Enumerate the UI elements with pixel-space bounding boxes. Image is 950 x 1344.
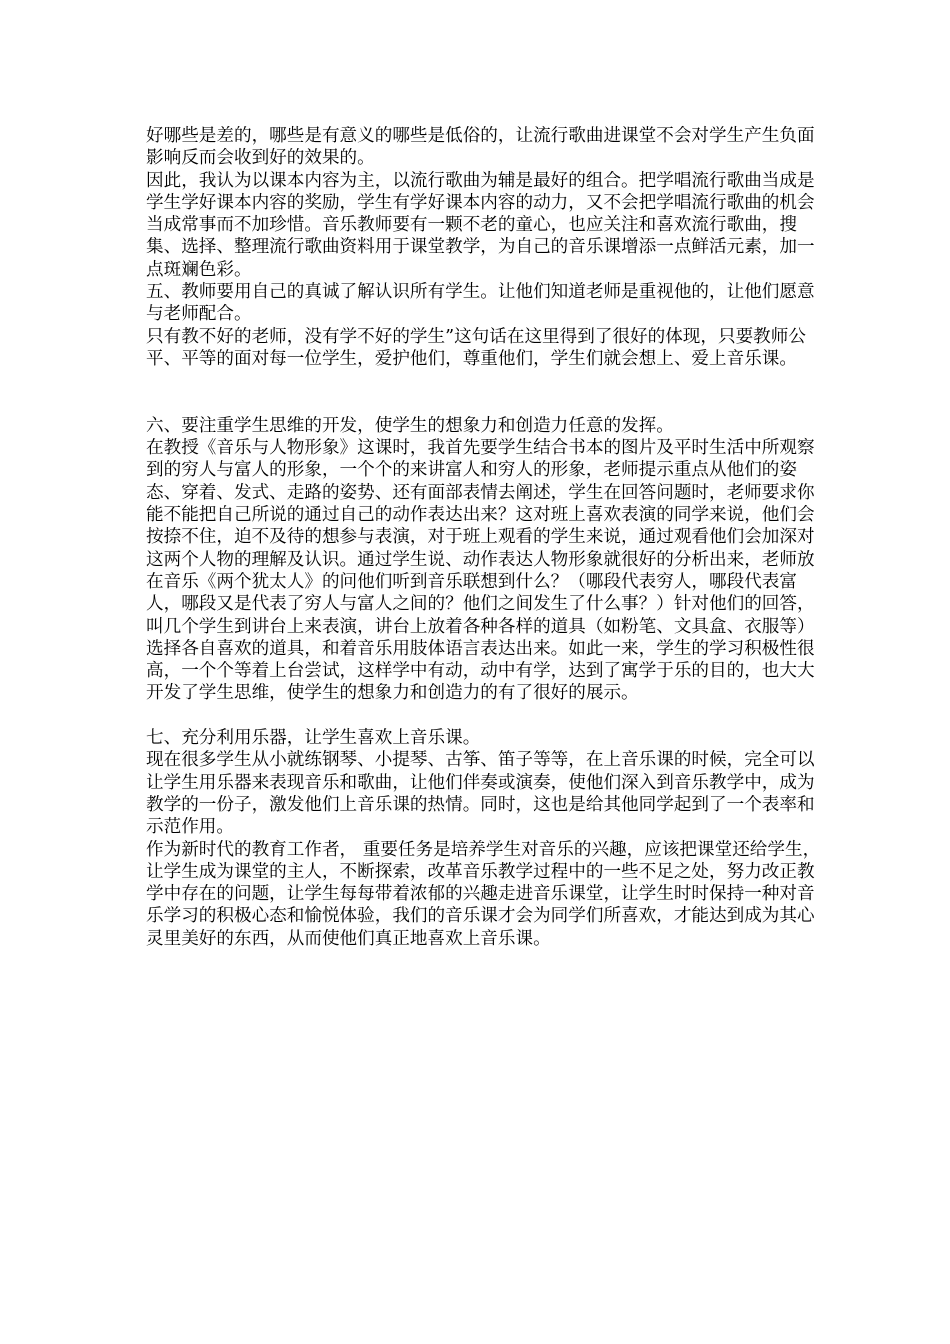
- blank-space: [146, 705, 826, 727]
- paragraph-conclusion: 作为新时代的教育工作者， 重要任务是培养学生对音乐的兴趣，应该把课堂还给学生，让学生成为课堂的主人，不断探索，改革音乐教学过程中的一些不足之处，努力改正教学中存在的问题，让学生每每带着浓郁的兴趣走进音乐课堂，让学生时时保持一种对音乐学习的积极心态和愉悦体验，我们的音乐课才会为同学们所喜欢，才能达到成为其心灵里美好的东西，从而使他们真正地喜欢上音乐课。: [146, 839, 821, 949]
- section-heading-6: 六、要注重学生思维的开发，使学生的想象力和创造力任意的发挥。: [146, 415, 674, 436]
- section-heading-5: 五、教师要用自己的真诚了解认识所有学生。让他们知道老师是重视他的，让他们愿意与老师配合。: [146, 282, 815, 325]
- paragraph-fair-teachers: 只有教不好的老师，没有学不好的学生”这句话在这里得到了很好的体现，只要教师公平、平等的面对每一位学生，爱护他们，尊重他们，学生们就会想上、爱上音乐课。: [146, 326, 806, 369]
- paragraph-textbook-main: 因此，我认为以课本内容为主，以流行歌曲为辅是最好的组合。把学唱流行歌曲当成是学生学好课本内容的奖励，学生有学好课本内容的动力，又不会把学唱流行歌曲的机会当成常事而不加珍惜。音乐教师要有一颗不老的童心，也应关注和喜欢流行歌曲，搜集、选择、整理流行歌曲资料用于课堂教学，为自己的音乐课增添一点鲜活元素，加一点斑斓色彩。: [146, 170, 815, 280]
- document-page: [146, 125, 826, 950]
- paragraph-music-and-characters: 在教授《音乐与人物形象》这课时，我首先要学生结合书本的图片及平时生活中所观察到的穷人与富人的形象，一个个的来讲富人和穷人的形象，老师提示重点从他们的姿态、穿着、发式、走路的姿势、还有面部表情去阐述，学生在回答问题时，老师要求你能不能把自己所说的通过自己的动作表达出来？这对班上喜欢表演的同学来说，他们会按捺不住，迫不及待的想参与表演，对于班上观看的学生来说，通过观看他们会加深对这两个人物的理解及认识。通过学生说、动作表达人物形象就很好的分析出来，老师放在音乐《两个犹太人》的问他们听到音乐联想到什么？（哪段代表穷人，哪段代表富人，哪段又是代表了穷人与富人之间的？他们之间发生了什么事？）针对他们的回答，叫几个学生到讲台上来表演，讲台上放着各种各样的道具（如粉笔、文具盒、衣服等）选择各自喜欢的道具，和着音乐用肢体语言表达出来。如此一来，学生的学习积极性很高，一个个等着上台尝试，这样学中有动，动中有学，达到了寓学于乐的目的，也大大开发了学生思维，使学生的想象力和创造力的有了很好的展示。: [146, 438, 815, 704]
- paragraph-instruments: 现在很多学生从小就练钢琴、小提琴、古筝、笛子等等，在上音乐课的时候，完全可以让学生用乐器来表现音乐和歌曲，让他们伴奏或演奏，使他们深入到音乐教学中，成为教学的一份子，激发他们上音乐课的热情。同时，这也是给其他同学起到了一个表率和示范作用。: [146, 750, 815, 838]
- blank-space: [146, 370, 826, 415]
- paragraph-popular-songs-effect: 好哪些是差的，哪些是有意义的哪些是低俗的，让流行歌曲进课堂不会对学生产生负面影响反而会收到好的效果的。: [146, 126, 815, 169]
- section-heading-7: 七、充分利用乐器，让学生喜欢上音乐课。: [146, 728, 481, 749]
